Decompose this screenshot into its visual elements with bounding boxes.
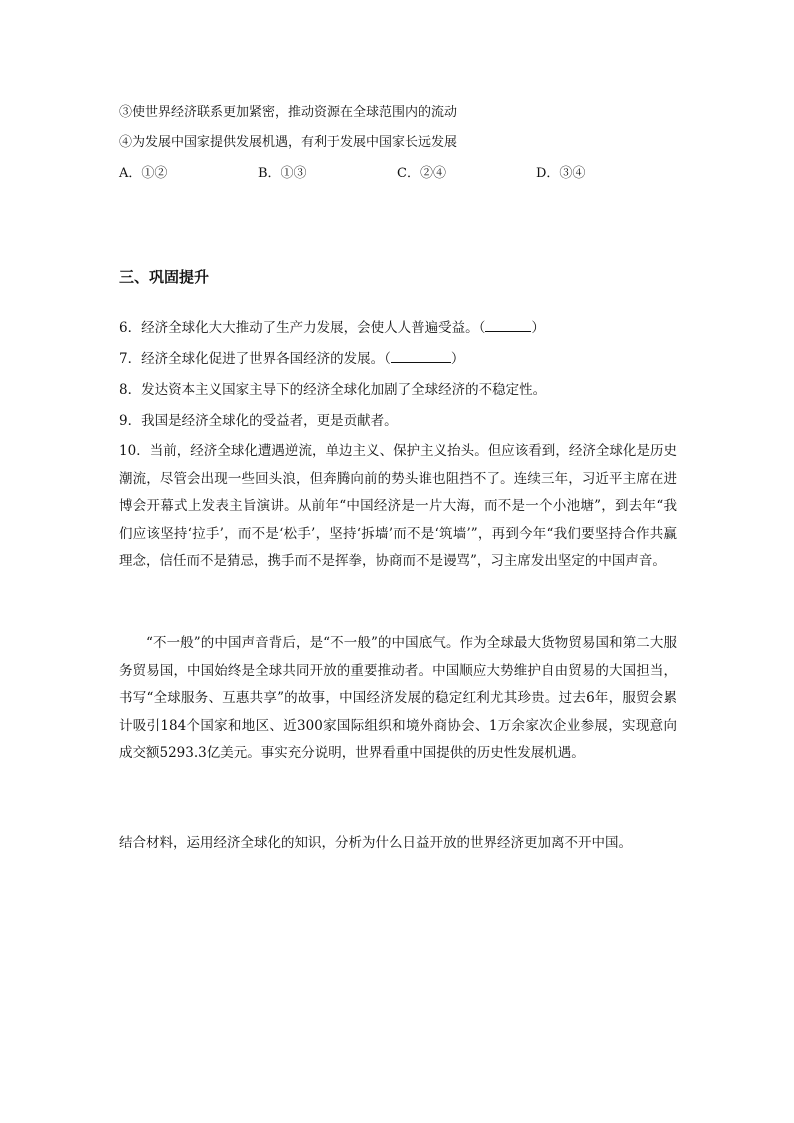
- option-b[interactable]: B．①③: [258, 166, 307, 181]
- question-6: [119, 319, 545, 337]
- question-7: [119, 350, 464, 368]
- question-6-text: 6．经济全球化大大推动了生产力发展，会使人人普遍受益。（: [119, 320, 486, 336]
- question-8: 8．发达资本主义国家主导下的经济全球化加剧了全球经济的不稳定性。: [119, 382, 547, 398]
- statement-3: ③使世界经济联系更加紧密，推动资源在全球范围内的流动: [119, 105, 458, 120]
- question-10-material-paragraph-1: 10．当前，经济全球化遭遇逆流，单边主义、保护主义抬头。但应该看到，经济全球化是历史潮流，尽管会出现一些回头浪，但奔腾向前的势头谁也阻挡不了。连续三年，习近平主席在进博会开幕式上发表主旨演讲。从前年“中国经济是一片大海，而不是一个小池塘”，到去年“我们应该坚持‘拉手’，而不是‘松手’，坚持‘拆墙’而不是‘筑墙’”，再到今年“我们要坚持合作共赢理念，信任而不是猜忌，携手而不是挥拳，协商而不是谩骂”，习主席发出坚定的中国声音。: [119, 443, 677, 569]
- question-9: 9．我国是经济全球化的受益者，更是贡献者。: [119, 413, 398, 429]
- section-title: 三、巩固提升: [119, 268, 210, 286]
- option-c[interactable]: C．②④: [397, 166, 446, 181]
- question-10-material-paragraph-2: “不一般”的中国声音背后，是“不一般”的中国底气。作为全球最大货物贸易国和第二大服务贸易国，中国始终是全球共同开放的重要推动者。中国顺应大势维护自由贸易的大国担当，书写“全球服务、互惠共享”的故事，中国经济发展的稳定红利尤其珍贵。过去6年，服贸会累计吸引184个国家和地区、近300家国际组织和境外商协会、1万余家次企业参展，实现意向成交额5293.3亿美元。事实充分说明，世界看重中国提供的历史性发展机遇。: [119, 635, 677, 761]
- statement-4: ④为发展中国家提供发展机遇，有利于发展中国家长远发展: [119, 135, 458, 150]
- answer-options: [119, 166, 679, 182]
- question-6-close: ）: [531, 320, 545, 336]
- option-a[interactable]: A．①②: [119, 166, 168, 181]
- option-d[interactable]: D．③④: [536, 166, 586, 181]
- question-6-blank[interactable]: [485, 319, 531, 332]
- question-7-text: 7．经济全球化促进了世界各国经济的发展。（: [119, 351, 391, 367]
- question-7-close: ）: [450, 351, 465, 367]
- question-7-blank[interactable]: [391, 350, 451, 363]
- question-10-task: 结合材料，运用经济全球化的知识，分析为什么日益开放的世界经济更加离不开中国。: [119, 835, 632, 851]
